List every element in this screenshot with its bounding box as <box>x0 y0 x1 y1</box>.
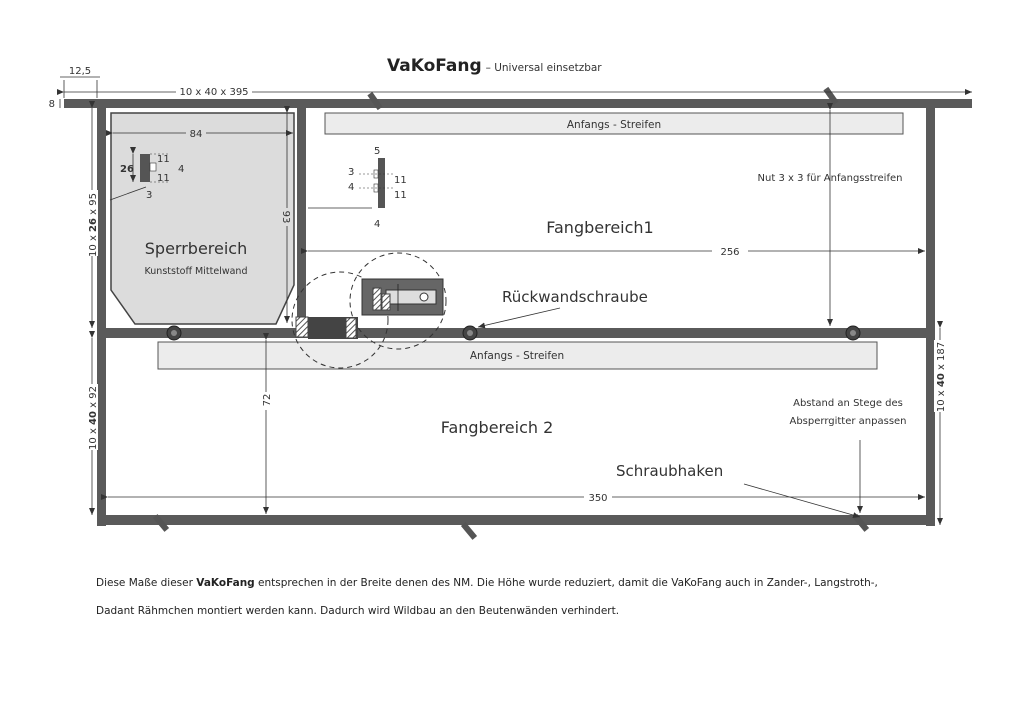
dim-lock-height: 93 <box>280 210 291 224</box>
dim-top-bar: 10 x 40 x 395 <box>179 87 249 98</box>
dim-fang1-width: 256 <box>720 247 740 258</box>
left-post <box>97 99 106 526</box>
bottom-bar <box>97 515 935 525</box>
dim-left-upper: 10 x 26 x 95 <box>88 193 99 257</box>
dim-lock-width: 84 <box>189 129 203 140</box>
lock-area <box>111 113 294 324</box>
dim-right: 10 x 40 x 187 <box>936 341 947 413</box>
dim-fang2-height: 72 <box>262 393 273 407</box>
label-abstand-2: Absperrgitter anpassen <box>789 416 907 427</box>
detail-mid-3: 3 <box>348 167 355 178</box>
title-brand: VaKoFang <box>387 56 482 76</box>
detail-mid <box>308 146 407 230</box>
label-rueckwandschraube: Rückwandschraube <box>502 288 648 306</box>
detail-left-26: 26 <box>120 164 134 175</box>
pointer-rueckwand <box>478 308 560 327</box>
note-line-2: Dadant Rähmchen montiert werden kann. Dadurch wird Wildbau an den Beutenwänden verhindert. <box>96 605 620 617</box>
detail-mid-5: 5 <box>374 146 381 157</box>
detail-left-11a: 11 <box>157 154 170 165</box>
label-schraubhaken: Schraubhaken <box>616 462 724 480</box>
dim-left-lower: 10 x 40 x 92 <box>88 386 99 450</box>
label-abstand-1: Abstand an Stege des <box>793 398 903 409</box>
dim-top-offset: 12,5 <box>68 66 92 77</box>
starter-strip-mid-label: Anfangs - Streifen <box>469 350 565 362</box>
starter-strip-top-label: Anfangs - Streifen <box>566 119 662 131</box>
detail-left-4: 4 <box>178 164 185 175</box>
label-fangbereich1: Fangbereich1 <box>546 218 654 237</box>
detail-mid-4b: 4 <box>374 219 381 230</box>
label-sperrbereich-sub: Kunststoff Mittelwand <box>144 266 248 277</box>
title-subtitle: – Universal einsetzbar <box>485 62 602 74</box>
middle-bar <box>97 328 935 338</box>
pointer-schraubhaken <box>744 484 860 517</box>
diagram-title <box>387 56 602 76</box>
detail-mid-4a: 4 <box>348 182 355 193</box>
note-line-1: Diese Maße dieser VaKoFang entsprechen in der Breite denen des NM. Die Höhe wurde reduziert, damit die VaKoFang auch in Zander-, Langstroth-, <box>96 577 878 589</box>
divider-post <box>297 108 306 328</box>
dim-bar-height: 8 <box>48 99 55 110</box>
label-fangbereich2: Fangbereich 2 <box>440 418 554 437</box>
detail-mid-11a: 11 <box>394 175 407 186</box>
detail-mid-11b: 11 <box>394 190 407 201</box>
label-sperrbereich: Sperrbereich <box>144 239 248 258</box>
right-post <box>926 99 935 526</box>
detail-left-3: 3 <box>146 190 153 201</box>
detail-left-11b: 11 <box>157 173 170 184</box>
dim-fang2-width: 350 <box>588 493 608 504</box>
label-nut: Nut 3 x 3 für Anfangsstreifen <box>757 173 903 184</box>
